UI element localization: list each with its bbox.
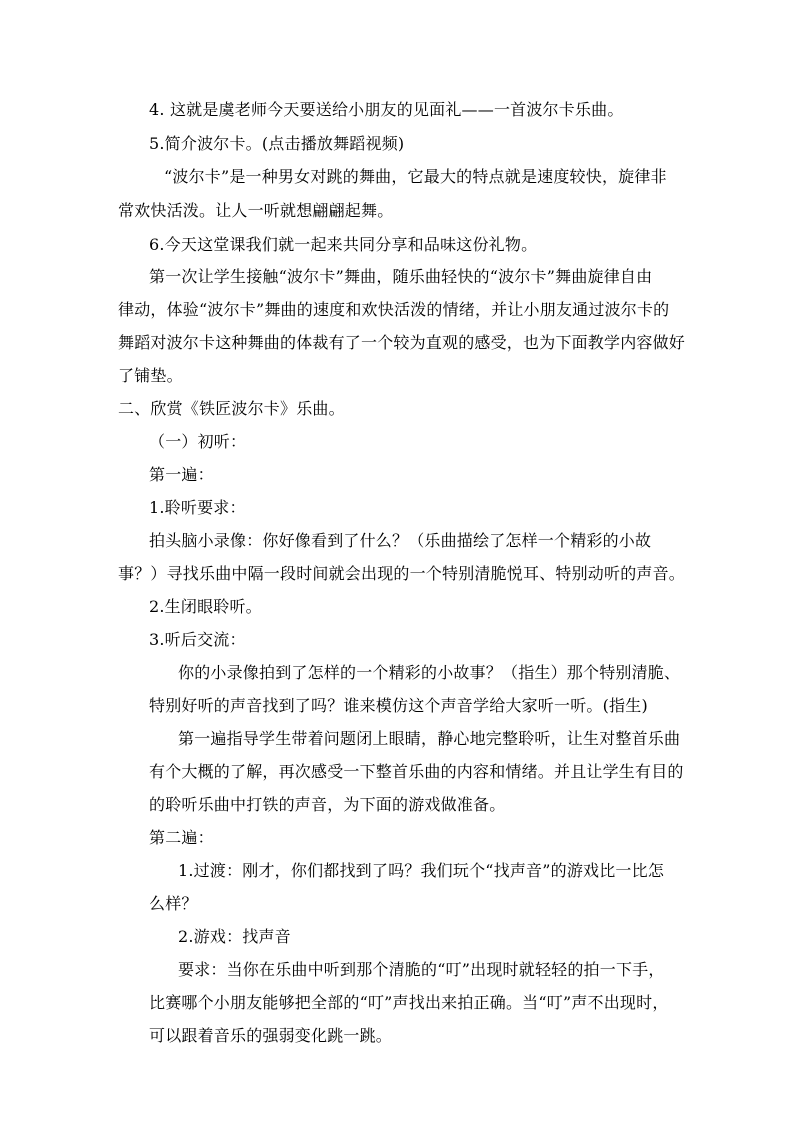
text-line: 律动，体验“波尔卡”舞曲的速度和欢快活泼的情绪，并让小朋友通过波尔卡的 — [118, 300, 670, 319]
text-line: 要求：当你在乐曲中听到那个清脆的“叮”出现时就轻轻的拍一下手， — [178, 960, 665, 979]
text-line: 2.生闭眼聆听。 — [149, 597, 262, 616]
text-line: 有个大概的了解，再次感受一下整首乐曲的内容和情绪。并且让学生有目的 — [149, 762, 684, 781]
text-line: 5.简介波尔卡。(点击播放舞蹈视频) — [149, 134, 405, 153]
text-line: 第一遍： — [149, 465, 214, 484]
text-line: “波尔卡”是一种男女对跳的舞曲，它最大的特点就是速度较快，旋律非 — [164, 167, 667, 186]
text-line: 特别好听的声音找到了吗？谁来模仿这个声音学给大家听一听。(指生) — [149, 696, 648, 715]
text-line: 第二遍： — [149, 828, 214, 847]
text-line: 可以跟着音乐的强弱变化跳一跳。 — [149, 1026, 393, 1045]
text-line: 么样？ — [149, 894, 198, 913]
text-line: 2.游戏：找声音 — [178, 927, 291, 946]
text-line: 事？）寻找乐曲中隔一段时间就会出现的一个特别清脆悦耳、特别动听的声音。 — [118, 564, 686, 583]
text-line: 3.听后交流： — [149, 630, 246, 649]
text-line: 你的小录像拍到了怎样的一个精彩的小故事？（指生）那个特别清脆、 — [178, 663, 681, 682]
text-line: 1.聆听要求： — [149, 498, 246, 517]
text-line: 舞蹈对波尔卡这种舞曲的体裁有了一个较为直观的感受，也为下面教学内容做好 — [118, 333, 686, 352]
text-line: 第一次让学生接触“波尔卡”舞曲，随乐曲轻快的“波尔卡”舞曲旋律自由 — [149, 267, 653, 286]
section-heading: 二、欣赏《铁匠波尔卡》乐曲。 — [118, 399, 345, 418]
text-line: 的聆听乐曲中打铁的声音，为下面的游戏做准备。 — [149, 795, 506, 814]
subsection-heading: （一）初听： — [149, 432, 247, 451]
text-line: 1.过渡：刚才，你们都找到了吗？我们玩个“找声音”的游戏比一比怎 — [178, 861, 665, 880]
text-line: 拍头脑小录像：你好像看到了什么？（乐曲描绘了怎样一个精彩的小故 — [149, 531, 652, 550]
text-line: 常欢快活泼。让人一听就想翩翩起舞。 — [118, 201, 394, 220]
text-line: 了铺垫。 — [118, 366, 183, 385]
text-line: 第一遍指导学生带着问题闭上眼睛，静心地完整聆听，让生对整首乐曲 — [178, 729, 681, 748]
text-line: 比赛哪个小朋友能够把全部的“叮”声找出来拍正确。当“叮”声不出现时， — [149, 993, 669, 1012]
text-line: 4. 这就是虞老师今天要送给小朋友的见面礼——一首波尔卡乐曲。 — [149, 100, 624, 119]
text-line: 6.今天这堂课我们就一起来共同分享和品味这份礼物。 — [149, 235, 538, 254]
